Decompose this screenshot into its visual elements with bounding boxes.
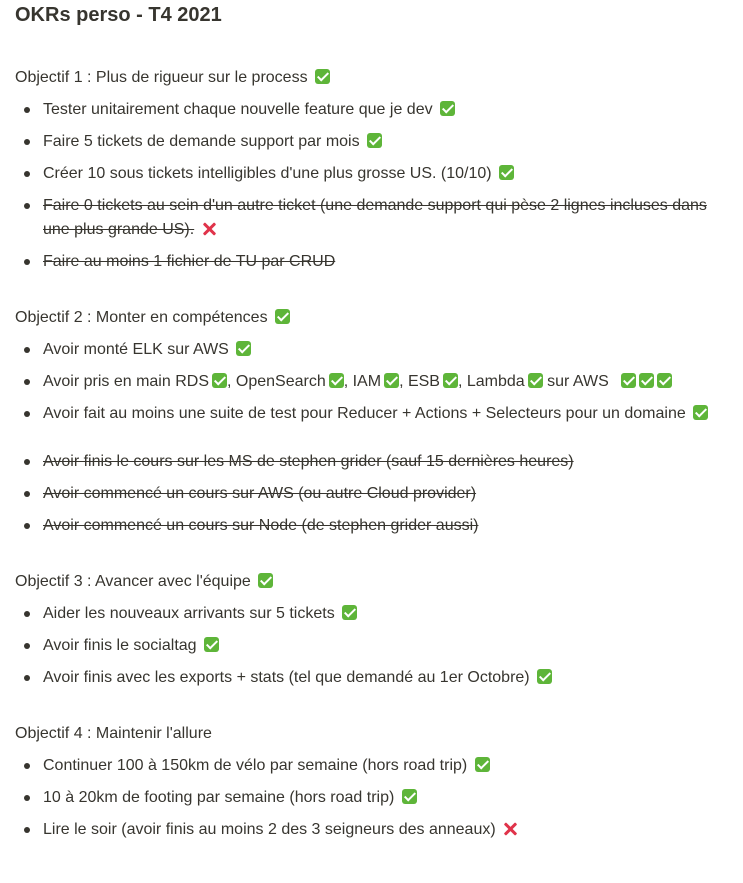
- objective-4-title: [15, 722, 729, 746]
- list-item: [15, 602, 729, 626]
- check-mark-button-icon: [342, 605, 357, 620]
- objective-1-section: [15, 66, 729, 274]
- objective-4-section: [15, 722, 729, 842]
- page-title: OKRs perso - T4 2021: [15, 4, 222, 26]
- list-item-struck: [15, 194, 729, 242]
- list-item-text: Tester unitairement chaque nouvelle feature que je dev: [43, 101, 433, 118]
- objective-4-title-text: Objectif 4 : Maintenir l'allure: [15, 725, 212, 742]
- check-mark-button-icon: [499, 165, 514, 180]
- objective-2-list: [15, 338, 729, 426]
- check-mark-button-icon: [621, 373, 636, 388]
- list-item-text: Faire au moins 1 fichier de TU par CRUD: [43, 253, 336, 270]
- objective-2-title-text: Objectif 2 : Monter en compétences: [15, 309, 268, 326]
- check-mark-button-icon: [440, 101, 455, 116]
- cross-mark-icon: [503, 821, 518, 836]
- check-mark-button-icon: [528, 373, 543, 388]
- check-mark-button-icon: [443, 373, 458, 388]
- list-item-struck: [15, 514, 729, 538]
- list-item: [15, 754, 729, 778]
- list-item: [15, 402, 729, 426]
- objective-2-title: [15, 306, 729, 330]
- list-item: [15, 634, 729, 658]
- check-mark-button-icon: [329, 373, 344, 388]
- cross-mark-icon: [202, 221, 217, 236]
- list-item-text: , IAM: [343, 373, 382, 390]
- check-mark-button-icon: [367, 133, 382, 148]
- list-item-text: Avoir finis le cours sur les MS de stephen grider (sauf 15 dernières heures): [43, 453, 574, 470]
- objective-1-title: [15, 66, 729, 90]
- list-item-text: Avoir fait au moins une suite de test pour Reducer + Actions + Selecteurs pour un domaine: [43, 405, 686, 422]
- objective-1-title-text: Objectif 1 : Plus de rigueur sur le process: [15, 69, 308, 86]
- list-item-text: Avoir commencé un cours sur AWS (ou autre Cloud provider): [43, 485, 477, 502]
- list-item: [15, 338, 729, 362]
- list-item-text: , Lambda: [457, 373, 525, 390]
- list-item-text: , OpenSearch: [226, 373, 326, 390]
- list-item: [15, 818, 729, 842]
- objective-3-section: [15, 570, 729, 690]
- list-item-text: , ESB: [399, 373, 440, 390]
- list-item-text: Lire le soir (avoir finis au moins 2 des 3 seigneurs des anneaux): [43, 821, 496, 838]
- list-item: [15, 786, 729, 810]
- check-mark-button-icon: [315, 69, 330, 84]
- check-mark-button-icon: [275, 309, 290, 324]
- check-mark-button-icon: [537, 669, 552, 684]
- list-item-text: Avoir monté ELK sur AWS: [43, 341, 229, 358]
- list-item: [15, 666, 729, 690]
- objective-2-abandoned-list: [15, 450, 729, 538]
- list-item-text: Faire 0 tickets au sein d'un autre ticket (une demande support qui pèse 2 lignes incluses dans une plus grande US).: [43, 197, 707, 238]
- list-item-struck: [15, 250, 729, 274]
- list-item-text: Aider les nouveaux arrivants sur 5 tickets: [43, 605, 335, 622]
- list-item-text: Continuer 100 à 150km de vélo par semaine (hors road trip): [43, 757, 468, 774]
- list-item-text: 10 à 20km de footing par semaine (hors road trip): [43, 789, 395, 806]
- objective-4-list: [15, 754, 729, 842]
- check-mark-button-icon: [204, 637, 219, 652]
- objective-3-title-text: Objectif 3 : Avancer avec l'équipe: [15, 573, 251, 590]
- objective-3-list: [15, 602, 729, 690]
- list-item: [15, 370, 729, 394]
- check-mark-button-icon: [639, 373, 654, 388]
- list-item-text: Avoir commencé un cours sur Node (de stephen grider aussi): [43, 517, 479, 534]
- list-item: [15, 98, 729, 122]
- objective-3-title: [15, 570, 729, 594]
- list-item-text: Avoir pris en main RDS: [43, 373, 209, 390]
- list-item: [15, 162, 729, 186]
- list-item-text: Avoir finis le socialtag: [43, 637, 197, 654]
- list-item-text: sur AWS: [547, 373, 609, 390]
- check-mark-button-icon: [657, 373, 672, 388]
- list-item: [15, 130, 729, 154]
- check-mark-button-icon: [384, 373, 399, 388]
- list-item-struck: [15, 482, 729, 506]
- check-mark-button-icon: [402, 789, 417, 804]
- list-item-text: Créer 10 sous tickets intelligibles d'une plus grosse US. (10/10): [43, 165, 492, 182]
- list-item-struck: [15, 450, 729, 474]
- objective-1-list: [15, 98, 729, 274]
- list-item-text: Avoir finis avec les exports + stats (tel que demandé au 1er Octobre): [43, 669, 530, 686]
- list-item-text: Faire 5 tickets de demande support par mois: [43, 133, 360, 150]
- check-mark-button-icon: [212, 373, 227, 388]
- objective-2-section: [15, 306, 729, 538]
- check-mark-button-icon: [475, 757, 490, 772]
- check-mark-button-icon: [258, 573, 273, 588]
- check-mark-button-icon: [693, 405, 708, 420]
- check-mark-button-icon: [236, 341, 251, 356]
